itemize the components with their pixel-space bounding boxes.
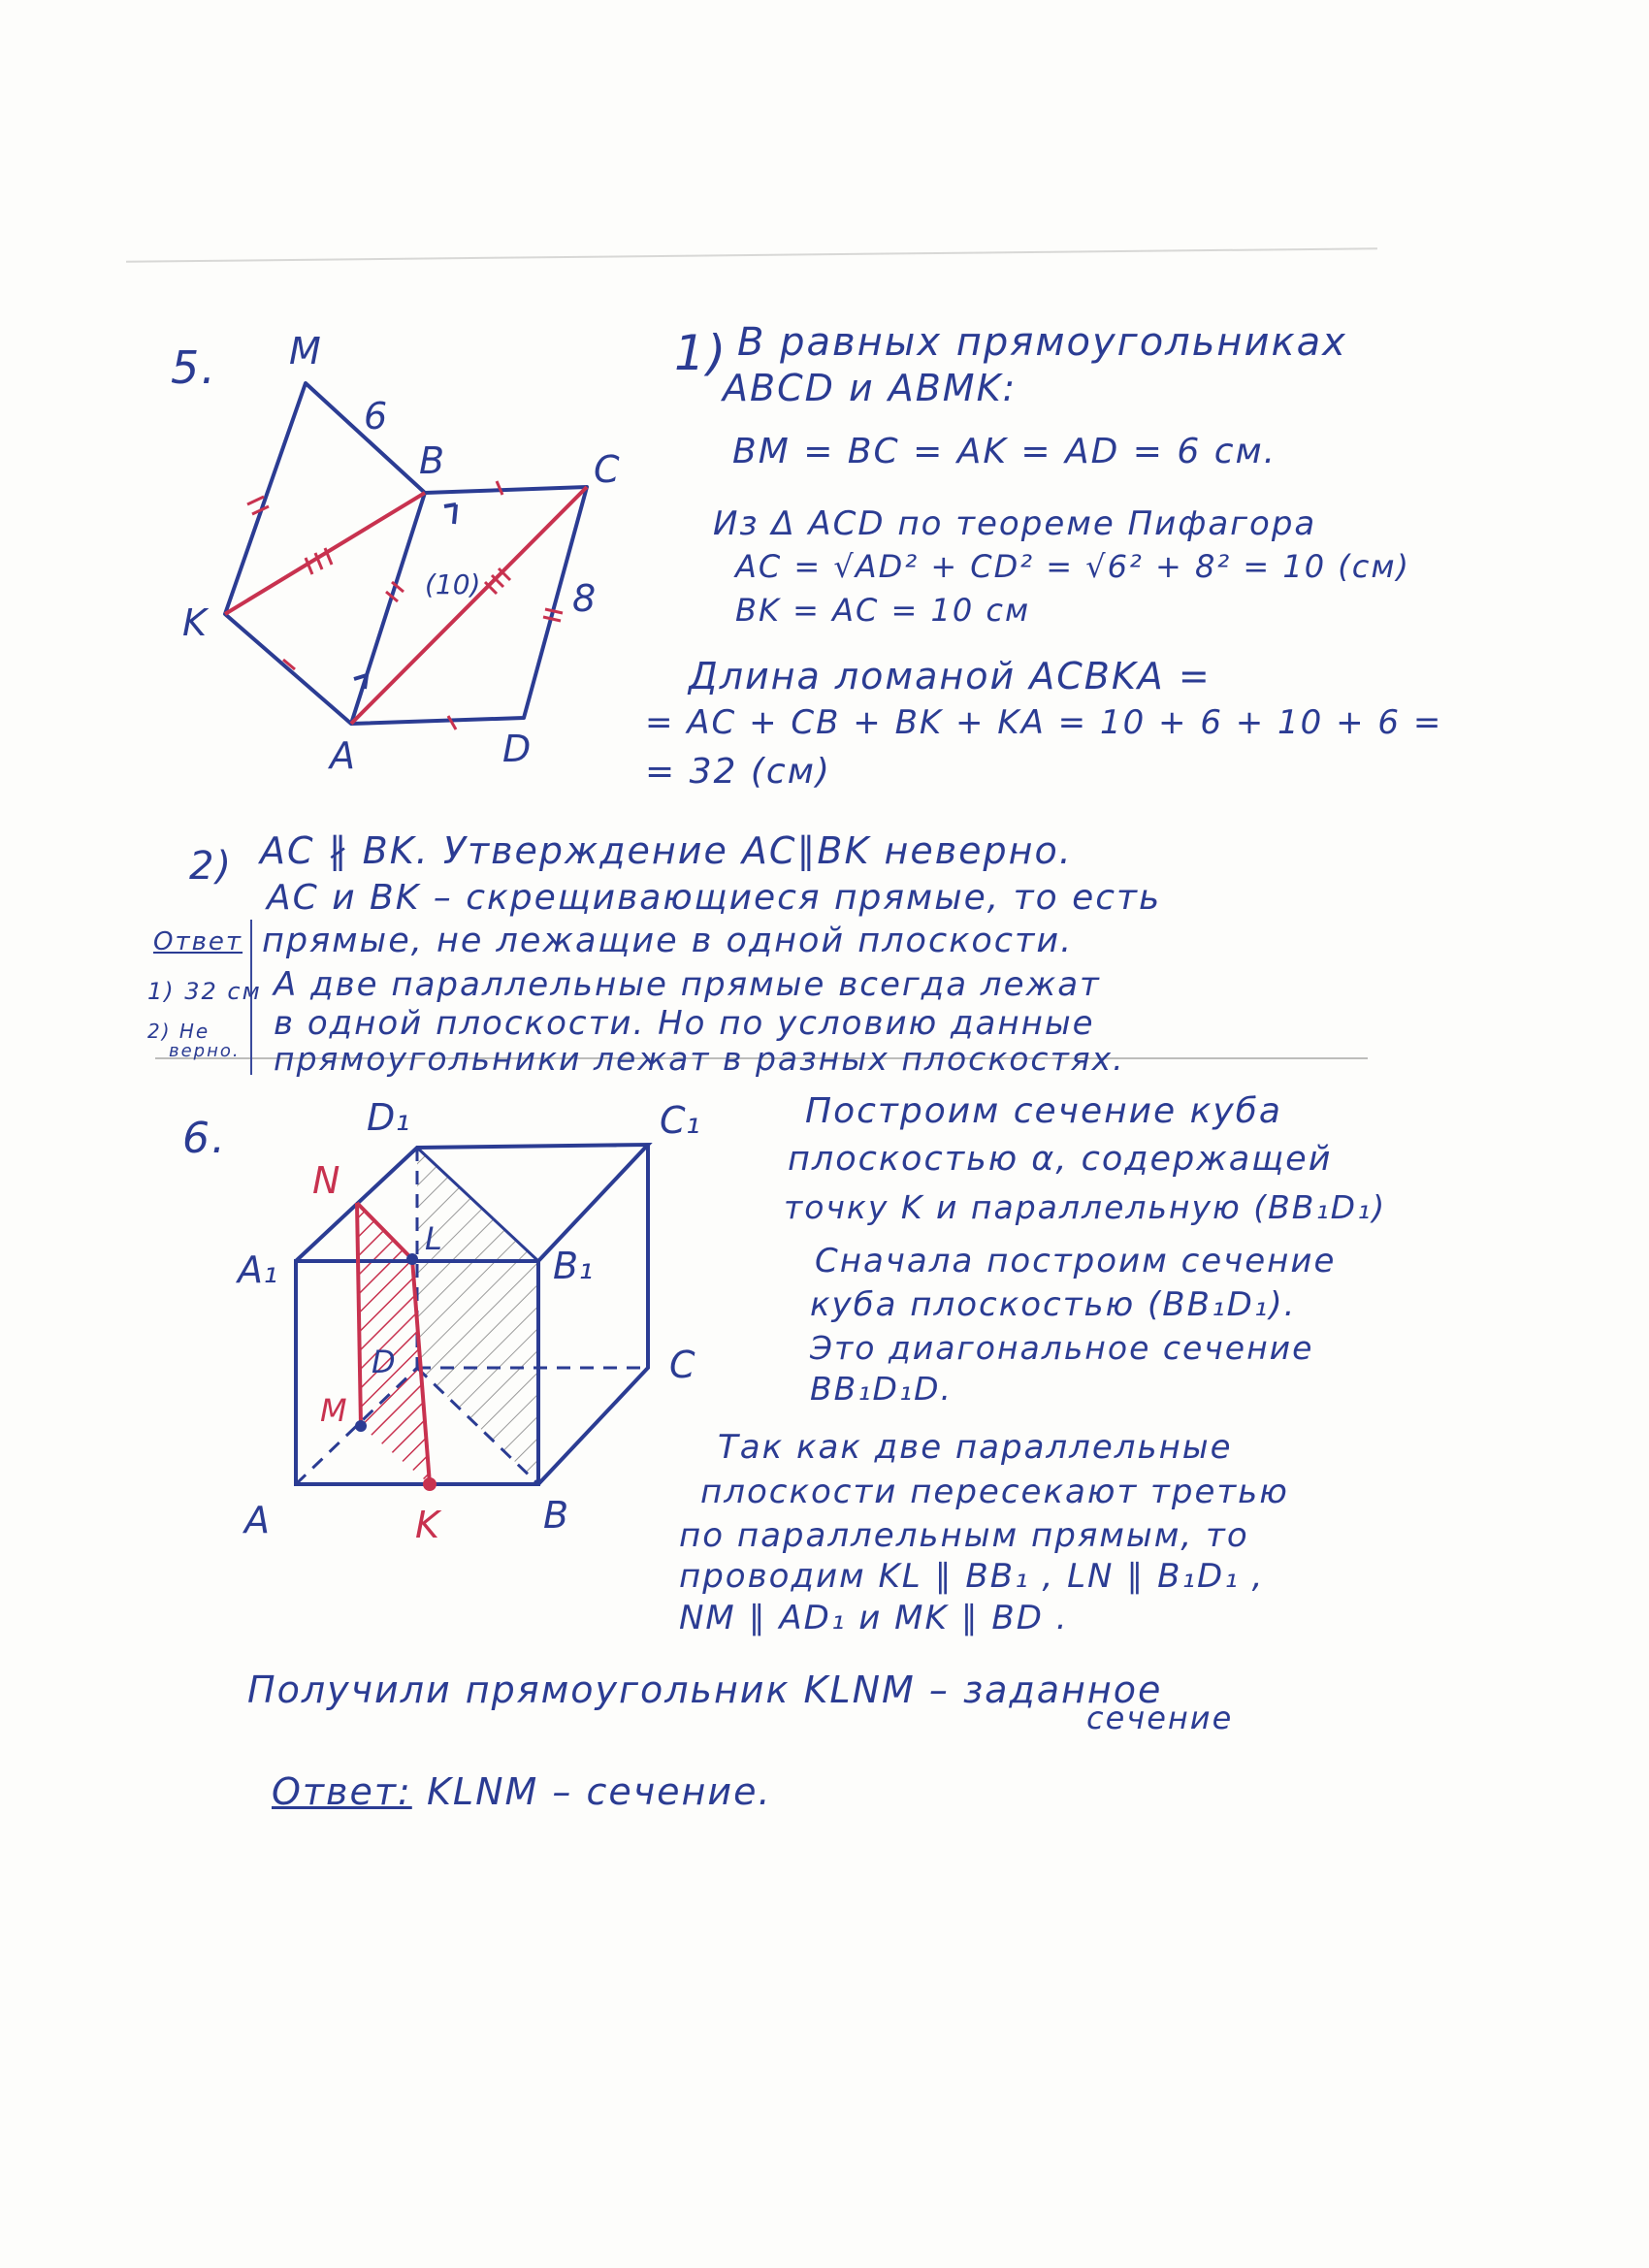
p6-line-9: плоскости пересекают третью [700,1473,1289,1511]
part1-line-4: Из Δ ACD по теореме Пифагора [713,504,1317,543]
p6-line-6: Это диагональное сечение [810,1329,1314,1367]
p6-line-8: Так как две параллельные [718,1428,1233,1467]
p6-line-7: BB₁D₁D. [810,1370,954,1408]
p6-conclusion-b: сечение [1086,1700,1234,1736]
label-c: C [669,1344,695,1386]
problem5-number: 5. [171,341,217,394]
label-a: A [244,1499,270,1541]
label-c1: C₁ [660,1099,700,1142]
part2-line-4: А две параллельные прямые всегда лежат [274,965,1101,1004]
part2-line-3: прямые, не лежащие в одной плоскости. [262,922,1074,960]
part1-line-2: ABCD и ABMK: [723,367,1018,409]
part2-line-6: прямоугольники лежат в разных плоскостях. [274,1040,1125,1078]
p6-line-5: куба плоскостью (BB₁D₁). [810,1285,1297,1324]
label-d: D [372,1344,396,1380]
p6-line-3: точку K и параллельную (BB₁D₁) [784,1188,1387,1226]
part1-line-5: AC = √AD² + CD² = √6² + 8² = 10 (см) [735,548,1410,585]
label-a1: A₁ [238,1248,278,1291]
p6-answer-text: KLNM – сечение. [427,1770,772,1813]
answer-item-2b: верно. [169,1041,241,1061]
part1-line-1: В равных прямоугольниках [737,320,1347,365]
part1-line-8: = AC + CB + BK + KA = 10 + 6 + 10 + 6 = [645,703,1443,742]
p6-line-10: по параллельным прямым, то [679,1516,1249,1555]
label-d1: D₁ [367,1096,410,1139]
part2-line-2: AC и BK – скрещивающиеся прямые, то есть [267,878,1162,918]
diagonal-section-hatch [417,1148,538,1484]
label-d: D [502,728,532,770]
p6-line-11: проводим KL ∥ BB₁ , LN ∥ B₁D₁ , [679,1557,1265,1596]
answer-item-1: 1) 32 см [147,978,262,1005]
label-m: M [289,330,321,373]
label-b: B [419,439,445,482]
label-10: (10) [425,568,481,600]
label-a: A [330,734,355,777]
p6-line-1: Построим сечение куба [805,1091,1282,1131]
p6-line-2: плоскостью α, содержащей [788,1140,1333,1179]
label-n: N [312,1159,340,1202]
label-l: L [425,1220,442,1257]
answer-item-2a: 2) Не [147,1020,210,1043]
part1-line-9: = 32 (см) [645,752,831,792]
part2-line-5: в одной плоскости. Но по условию данные [274,1004,1095,1043]
p6-answer-label: Ответ: [272,1770,412,1813]
label-k: K [182,601,207,644]
p6-line-12: NM ∥ AD₁ и MK ∥ BD . [679,1599,1069,1637]
problem6-number: 6. [182,1114,227,1163]
part2-line-1: AC ∦ BK. Утверждение AC∥BK неверно. [260,829,1073,872]
answer-title: Ответ [153,927,243,956]
p6-conclusion-a: Получили прямоугольник KLNM – заданное [247,1669,1163,1711]
label-b1: B₁ [553,1245,594,1287]
p6-line-4: Сначала построим сечение [815,1242,1337,1280]
part1-line-3: BM = BC = AK = AD = 6 см. [732,432,1277,471]
label-b: B [543,1494,569,1537]
part1-line-7: Длина ломаной ACBKA = [689,655,1212,697]
label-c: C [594,448,620,491]
label-6: 6 [364,395,388,437]
label-k: K [415,1504,439,1546]
label-8: 8 [572,577,597,620]
part1-marker: 1) [674,325,728,381]
part1-line-6: BK = AC = 10 см [735,592,1031,629]
part2-marker: 2) [189,844,234,889]
label-m: M [320,1392,347,1429]
